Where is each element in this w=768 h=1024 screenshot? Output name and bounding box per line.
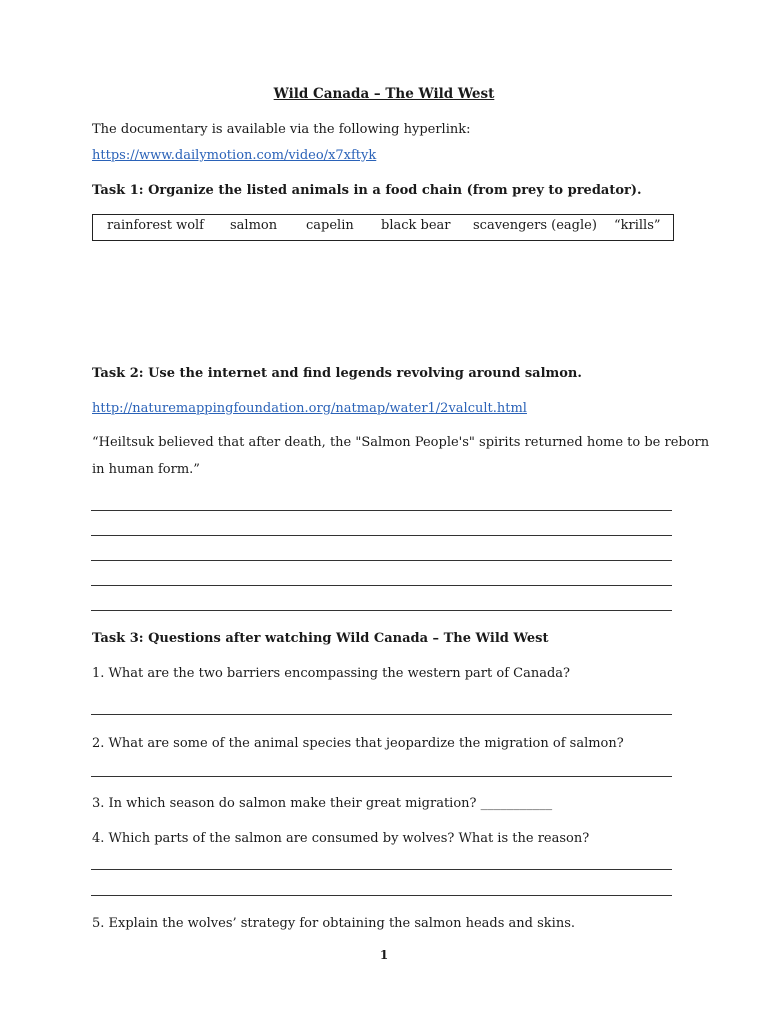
task3-heading: Task 3: Questions after watching Wild Canada – The Wild West	[92, 631, 549, 646]
answer-line[interactable]	[91, 776, 672, 777]
animal-list-box	[92, 214, 674, 241]
question-5: 5. Explain the wolves’ strategy for obtaining the salmon heads and skins.	[92, 916, 576, 931]
answer-line[interactable]	[91, 510, 672, 511]
answer-line[interactable]	[91, 610, 672, 611]
legend-hyperlink[interactable]: http://naturemappingfoundation.org/natmap/water1/2valcult.html	[92, 401, 527, 416]
intro-text: The documentary is available via the following hyperlink:	[92, 122, 471, 137]
document-title: Wild Canada – The Wild West	[273, 86, 495, 102]
answer-line[interactable]	[91, 869, 672, 870]
animal-item: “krills”	[614, 218, 661, 233]
animal-item: salmon	[230, 218, 278, 233]
answer-line[interactable]	[91, 560, 672, 561]
animal-item: rainforest wolf	[107, 218, 204, 233]
question-1: 1. What are the two barriers encompassing the western part of Canada?	[92, 666, 570, 681]
task1-heading: Task 1: Organize the listed animals in a food chain (from prey to predator).	[92, 183, 642, 198]
answer-line[interactable]	[91, 585, 672, 586]
page-number: 1	[379, 948, 389, 962]
video-hyperlink[interactable]: https://www.dailymotion.com/video/x7xftyk	[92, 148, 377, 163]
question-3: 3. In which season do salmon make their great migration? ___________	[92, 796, 553, 811]
question-4: 4. Which parts of the salmon are consumed by wolves? What is the reason?	[92, 831, 590, 846]
answer-line[interactable]	[91, 895, 672, 896]
quote-line-2: in human form.”	[92, 462, 200, 477]
animal-item: scavengers (eagle)	[473, 218, 597, 233]
answer-line[interactable]	[91, 714, 672, 715]
animal-item: black bear	[381, 218, 451, 233]
question-2: 2. What are some of the animal species that jeopardize the migration of salmon?	[92, 736, 624, 751]
task2-heading: Task 2: Use the internet and find legends revolving around salmon.	[92, 366, 582, 381]
animal-item: capelin	[306, 218, 354, 233]
answer-line[interactable]	[91, 535, 672, 536]
quote-line-1: “Heiltsuk believed that after death, the "Salmon People's" spirits returned home to be reborn	[92, 435, 710, 450]
